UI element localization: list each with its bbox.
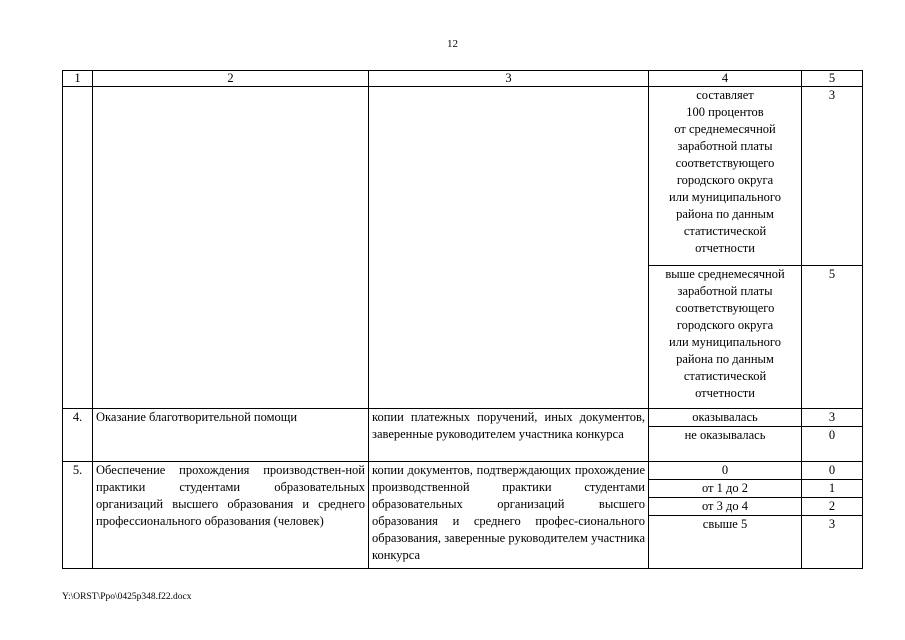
option-line: статистической — [683, 224, 767, 238]
score-cell: 3 — [802, 516, 863, 569]
score-cell: 1 — [802, 480, 863, 498]
table-row — [63, 462, 863, 480]
score-cell: 2 — [802, 498, 863, 516]
footer-file-path: Y:\ORST\Ppo\0425p348.f22.docx — [62, 592, 192, 602]
row-number-cell: 5. — [63, 462, 93, 569]
criterion-cell: Обеспечение прохождения производствен-ной практики студентами образовательных организаций высшего образования и среднего профессионального образования (человек) — [93, 462, 369, 569]
option-line: от среднемесячной — [674, 122, 776, 136]
header-col-3: 3 — [369, 71, 649, 87]
header-col-4: 4 — [649, 71, 802, 87]
option-line: отчетности — [695, 241, 755, 255]
option-line: или муниципального — [669, 335, 781, 349]
row-number-cell — [63, 87, 93, 409]
table-header-row — [63, 71, 863, 87]
documents-cell: копии документов, подтверждающих прохождение производственной практики студентами образовательных организаций высшего образования и среднего профес-сионального образования, заверенные руководителем участника конкурса — [369, 462, 649, 569]
table-row — [63, 409, 863, 427]
score-cell: 5 — [802, 266, 863, 409]
documents-cell: копии платежных поручений, иных документов, заверенные руководителем участника конкурса — [369, 409, 649, 462]
documents-cell — [369, 87, 649, 409]
option-line: заработной платы — [677, 139, 773, 153]
option-cell: от 1 до 2 — [649, 480, 802, 498]
option-cell — [649, 87, 802, 266]
option-line: отчетности — [695, 386, 755, 400]
option-cell: не оказывалась — [649, 427, 802, 462]
option-line: района по данным — [676, 352, 774, 366]
option-line: заработной платы — [677, 284, 773, 298]
score-cell: 3 — [802, 409, 863, 427]
option-line: составляет — [696, 88, 754, 102]
option-line: городского округа — [676, 318, 774, 332]
criterion-cell: Оказание благотворительной помощи — [93, 409, 369, 462]
option-line: района по данным — [676, 207, 774, 221]
header-col-5: 5 — [802, 71, 863, 87]
score-cell: 0 — [802, 462, 863, 480]
option-line: 100 процентов — [686, 105, 764, 119]
score-cell: 3 — [802, 87, 863, 266]
option-cell: 0 — [649, 462, 802, 480]
criteria-table — [62, 70, 863, 569]
header-col-1: 1 — [63, 71, 93, 87]
row-number-cell: 4. — [63, 409, 93, 462]
option-line: или муниципального — [669, 190, 781, 204]
option-line: выше среднемесячной — [665, 267, 785, 281]
option-cell — [649, 266, 802, 409]
score-cell: 0 — [802, 427, 863, 462]
page-number: 12 — [447, 38, 458, 50]
header-col-2: 2 — [93, 71, 369, 87]
option-cell: свыше 5 — [649, 516, 802, 569]
option-cell: оказывалась — [649, 409, 802, 427]
option-line: городского округа — [676, 173, 774, 187]
option-line: статистической — [683, 369, 767, 383]
option-cell: от 3 до 4 — [649, 498, 802, 516]
criterion-cell — [93, 87, 369, 409]
option-line: соответствующего — [675, 156, 775, 170]
option-line: соответствующего — [675, 301, 775, 315]
table-row — [63, 87, 863, 266]
